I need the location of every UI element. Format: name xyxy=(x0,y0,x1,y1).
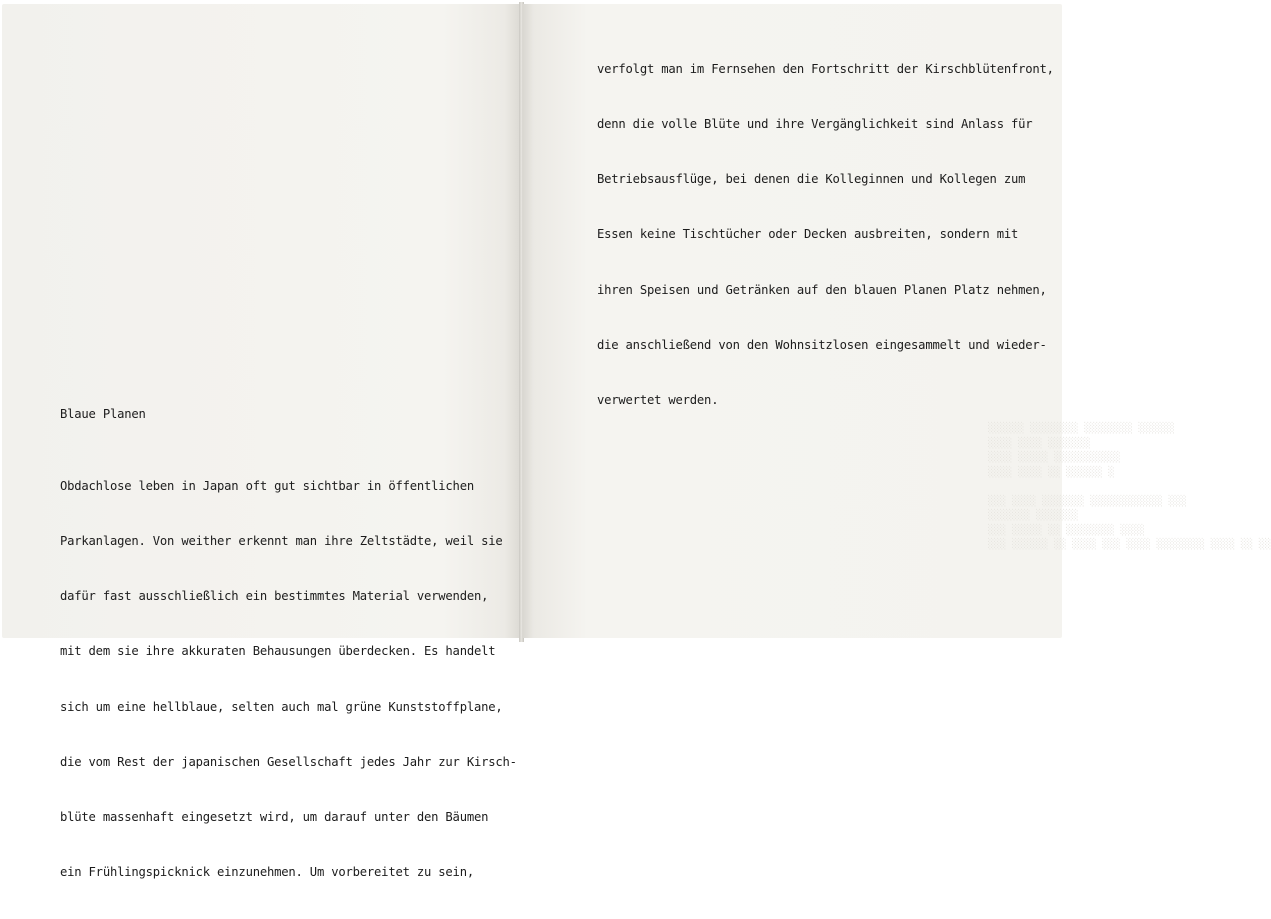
text-line: dafür fast ausschließlich ein bestimmtes Material verwenden, xyxy=(60,589,489,604)
text-line: Parkanlagen. Von weither erkennt man ihre Zeltstädte, weil sie xyxy=(60,534,503,549)
text-line: Essen keine Tischtücher oder Decken ausbreiten, sondern mit xyxy=(597,227,1019,242)
show-through-texture: ░░░░░░ ░░░░░░░░ ░░░░░░░░ ░░░░░░ ░░░░ ░░░░ ░░░░░░░ ░░░░ ░░░░░ ░░░░░░░░░░░ ░░░░ ░░░░ ░░ ░░░░░░ ░ ░░░ ░░░░ ░░░░░░░ ░░░░░░░░░░░░ ░░░ ░░░░░░░ ░░░░░░░ ░░░ ░░░░░ ░░ ░░░░░░░░ ░░░░ ░░░ ░░░░░░ ░░ ░░░░ ░░░ ░░░░ ░░░░░░░░ ░░░░ ░░ ░░ xyxy=(988,423,1271,550)
text-line: ihren Speisen und Getränken auf den blauen Planen Platz nehmen, xyxy=(597,282,1047,297)
text-line: blüte massenhaft eingesetzt wird, um darauf unter den Bäumen xyxy=(60,810,489,825)
section-heading: Blaue Planen xyxy=(60,407,146,421)
text-line: die anschließend von den Wohnsitzlosen eingesammelt und wieder- xyxy=(597,337,1047,352)
text-line: Obdachlose leben in Japan oft gut sichtbar in öffentlichen xyxy=(60,478,474,493)
text-line: mit dem sie ihre akkuraten Behausungen überdecken. Es handelt xyxy=(60,644,496,659)
text-line: denn die volle Blüte und ihre Vergänglichkeit sind Anlass für xyxy=(597,117,1033,132)
text-line: sich um eine hellblaue, selten auch mal grüne Kunststoffplane, xyxy=(60,699,503,714)
right-page-body xyxy=(597,23,1054,446)
left-page xyxy=(2,4,520,880)
right-page xyxy=(523,4,1271,638)
text-line: verwertet werden. xyxy=(597,393,719,408)
text-line: verfolgt man im Fernsehen den Fortschritt der Kirschblütenfront, xyxy=(597,61,1054,76)
text-line: die vom Rest der japanischen Gesellschaft jedes Jahr zur Kirsch- xyxy=(60,754,517,769)
text-line: ein Frühlingspicknick einzunehmen. Um vorbereitet zu sein, xyxy=(60,865,474,880)
text-line: Betriebsausflüge, bei denen die Kolleginnen und Kollegen zum xyxy=(597,172,1026,187)
left-page-body xyxy=(60,440,517,919)
